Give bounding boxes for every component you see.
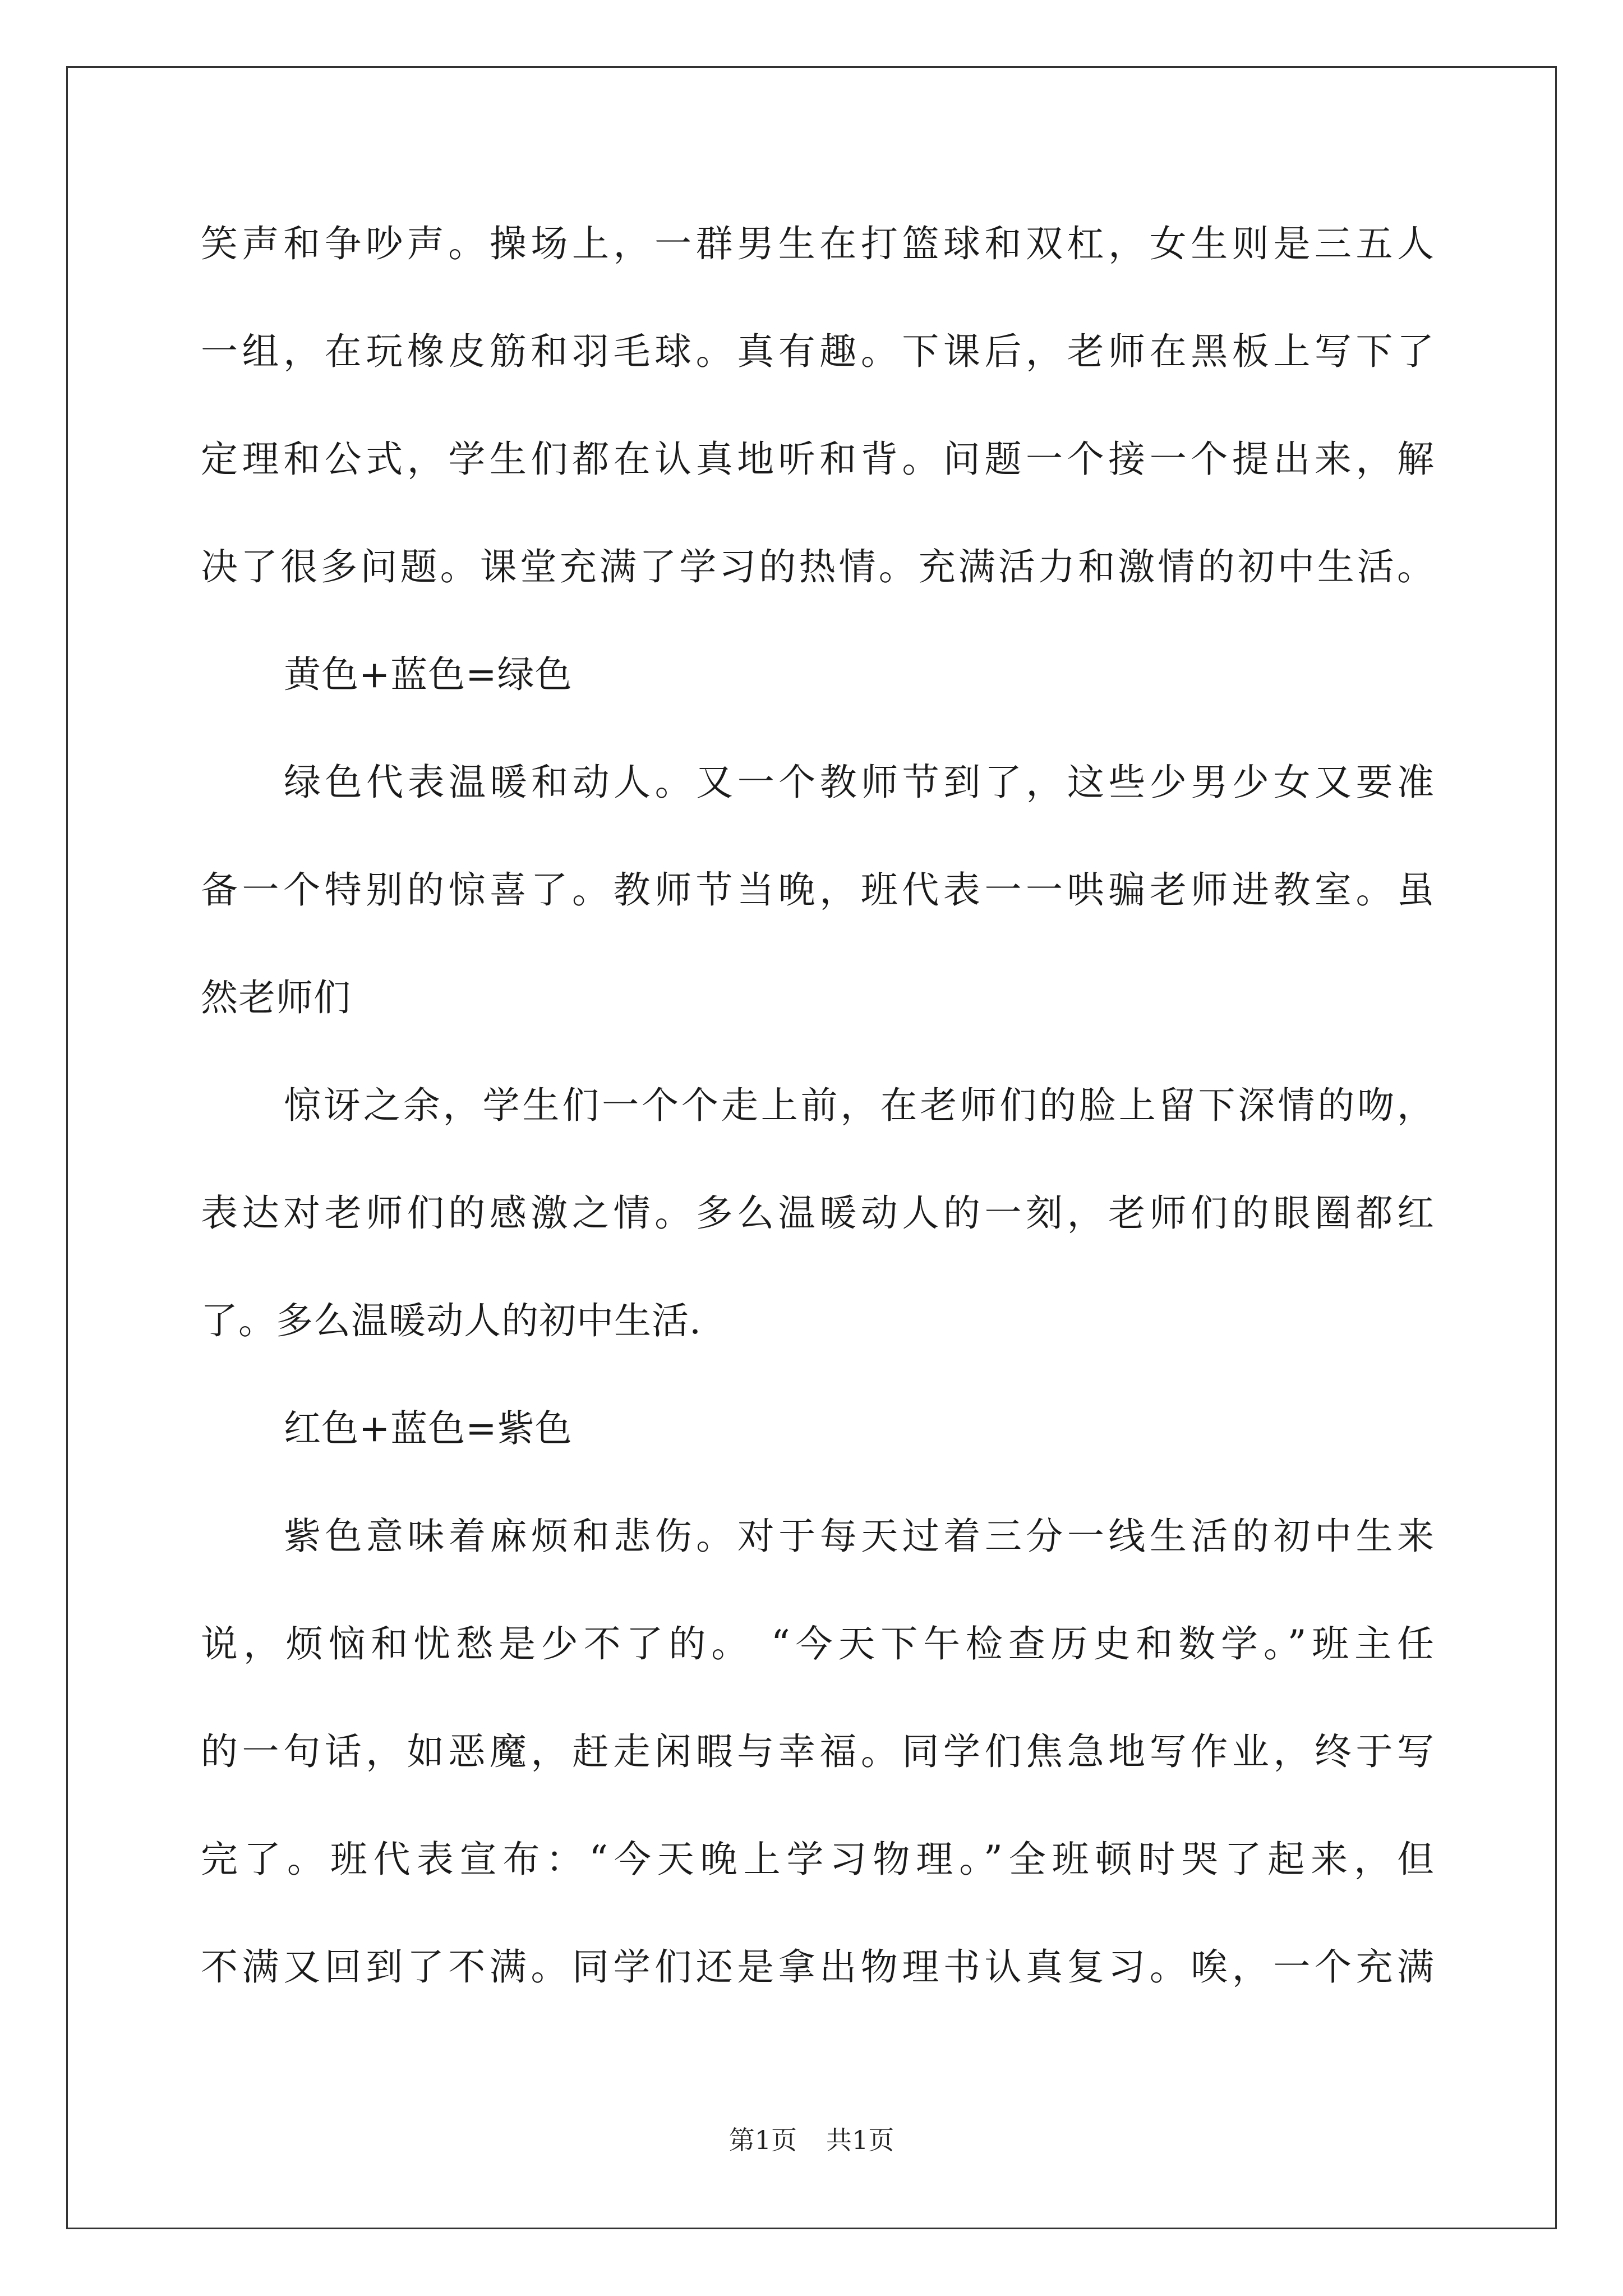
text-line: 绿色代表温暖和动人。又一个教师节到了，这些少男少女又要准 xyxy=(284,761,1435,804)
page-number: 第1页 xyxy=(728,2125,797,2155)
text-line: 表达对老师们的感激之情。多么温暖动人的一刻，老师们的眼圈都红 xyxy=(201,1191,1435,1235)
text-line: 决了很多问题。课堂充满了学习的热情。充满活力和激情的初中生活。 xyxy=(201,545,1435,588)
text-line: 紫色意味着麻烦和悲伤。对于每天过着三分一线生活的初中生来 xyxy=(284,1515,1435,1558)
text-line: 备一个特别的惊喜了。教师节当晚，班代表一一哄骗老师进教室。虽 xyxy=(201,868,1435,912)
text-line: 一组，在玩橡皮筋和羽毛球。真有趣。下课后，老师在黑板上写下了 xyxy=(201,330,1435,373)
document-body xyxy=(201,216,1435,2047)
text-line: 不满又回到了不满。同学们还是拿出物理书认真复习。唉，一个充满 xyxy=(201,1945,1435,1989)
page-footer xyxy=(0,2123,1623,2157)
text-line: 笑声和争吵声。操场上，一群男生在打篮球和双杠，女生则是三五人 xyxy=(201,222,1435,265)
page-total: 共1页 xyxy=(826,2125,895,2155)
text-line: 的一句话，如恶魔，赶走闲暇与幸福。同学们焦急地写作业，终于写 xyxy=(201,1730,1435,1773)
text-line: 定理和公式，学生们都在认真地听和背。问题一个接一个提出来，解 xyxy=(201,438,1435,481)
text-line: 然老师们 xyxy=(201,976,351,1019)
text-line: 说，烦恼和忧愁是少不了的。 “今天下午检查历史和数学。”班主任 xyxy=(201,1622,1435,1665)
section-heading-purple: 红色+蓝色=紫色 xyxy=(284,1407,573,1450)
text-line: 完了。班代表宣布：“今天晚上学习物理。”全班顿时哭了起来，但 xyxy=(201,1838,1435,1881)
text-line: 了。多么温暖动人的初中生活. xyxy=(201,1299,702,1342)
section-heading-green: 黄色+蓝色=绿色 xyxy=(284,653,573,696)
text-line: 惊讶之余，学生们一个个走上前，在老师们的脸上留下深情的吻， xyxy=(284,1084,1435,1127)
